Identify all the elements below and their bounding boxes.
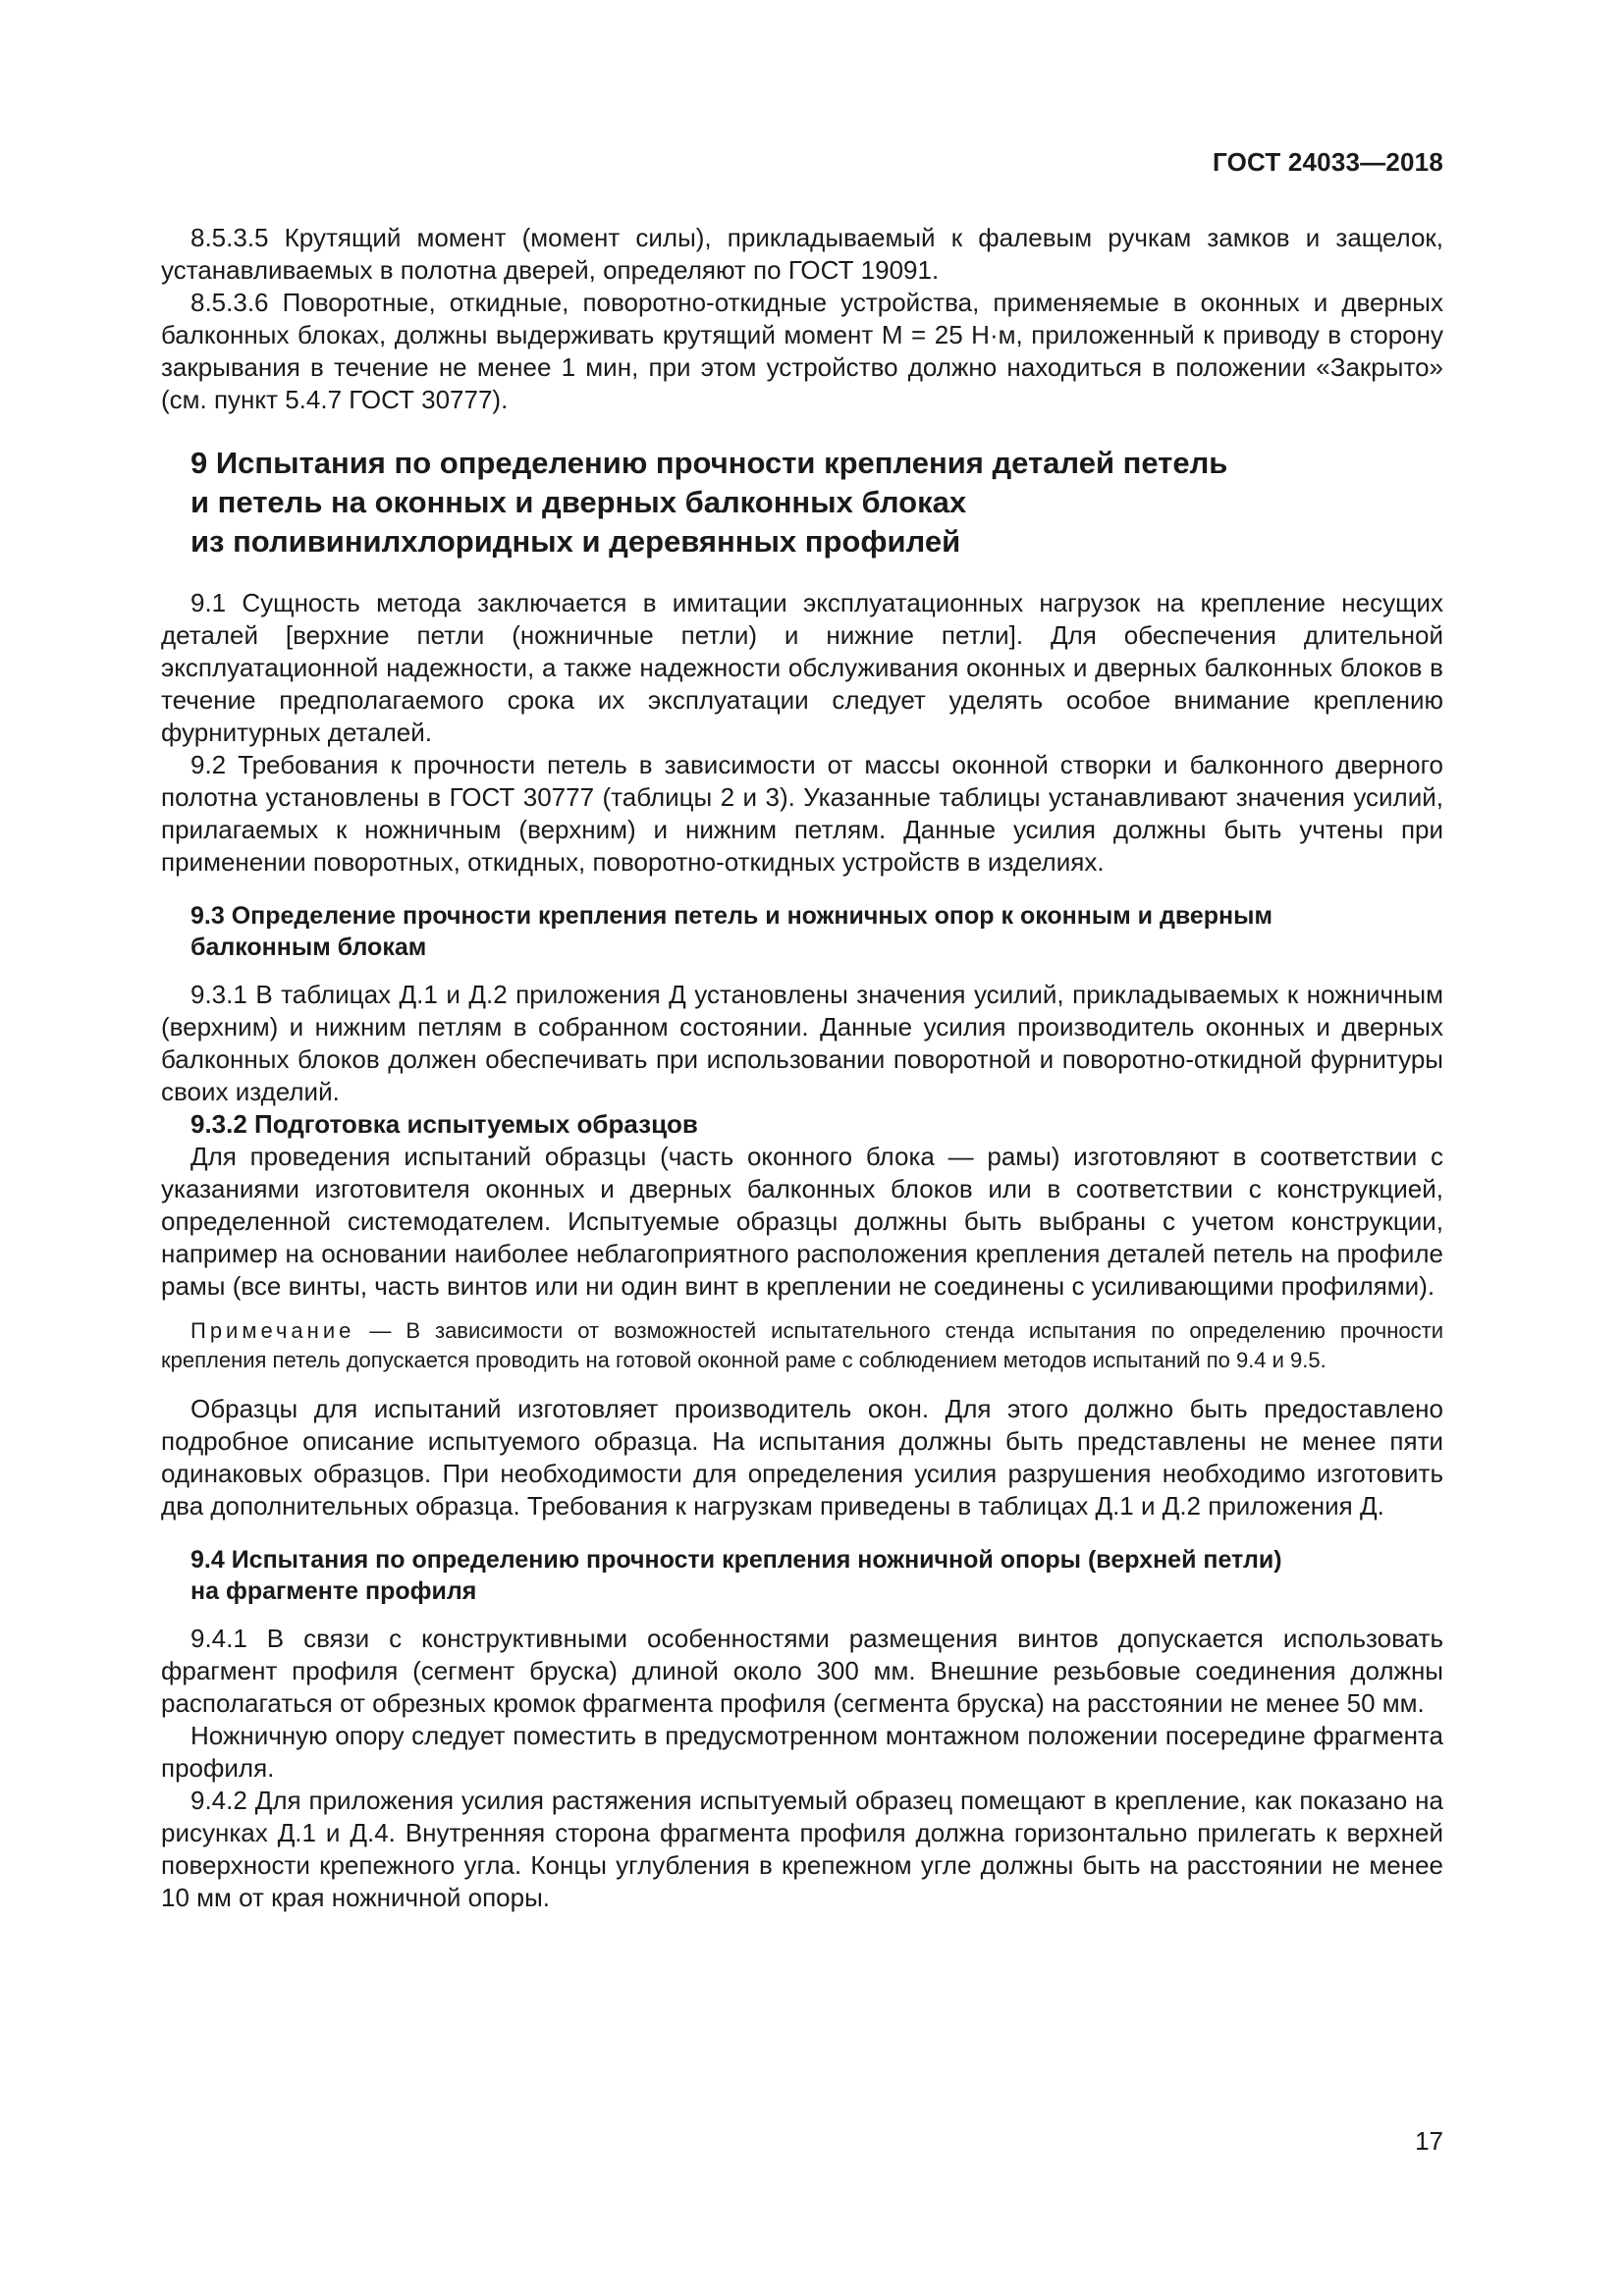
- paragraph-8-5-3-6: 8.5.3.6 Поворотные, откидные, поворотно-откидные устройства, применяемые в оконных и дверных балконных блоках, должны выдерживать крутящий момент М = 25 Н·м, приложенный к приводу в сторону закрывания в течение не менее 1 мин, при этом устройство должно находиться в положении «Закрыто» (см. пункт 5.4.7 ГОСТ 30777).: [161, 288, 1443, 414]
- section-9-4-title-line-1: 9.4 Испытания по определению прочности крепления ножничной опоры (верхней петли): [190, 1546, 1282, 1574]
- section-9-3-title-line-1: 9.3 Определение прочности крепления петель и ножничных опор к оконным и дверным: [190, 902, 1273, 930]
- section-9-title-line-1: 9 Испытания по определению прочности крепления деталей петель: [190, 446, 1228, 480]
- paragraph-9-1: 9.1 Сущность метода заключается в имитации эксплуатационных нагрузок на крепление несущих деталей [верхние петли (ножничные петли) и нижние петли]. Для обеспечения длительной эксплуатационной надежности, а также надежности обслуживания оконных и дверных балконных блоков в течение предполагаемого срока их эксплуатации следует уделять особое внимание креплению фурнитурных деталей.: [161, 588, 1443, 747]
- section-9-title-line-2: и петель на оконных и дверных балконных блоках: [190, 485, 967, 519]
- paragraph-samples: Образцы для испытаний изготовляет производитель окон. Для этого должно быть предоставлено подробное описание испытуемого образца. На испытания должны быть представлены не менее пяти одинаковых образцов. При необходимости для определения усилия разрушения необходимо изготовить два дополнительных образца. Требования к нагрузкам приведены в таблицах Д.1 и Д.2 приложения Д.: [161, 1394, 1443, 1521]
- paragraph-9-3-2: Для проведения испытаний образцы (часть оконного блока — рамы) изготовляют в соответствии с указаниями изготовителя оконных и дверных балконных блоков или в соответствии с конструкцией, определенной системодателем. Испытуемые образцы должны быть выбраны с учетом конструкции, например на основании наиболее неблагоприятного расположения крепления деталей петель на профиле рамы (все винты, часть винтов или ни один винт в креплении не соединены с усиливающими профилями).: [161, 1142, 1443, 1301]
- section-9-3-2-heading: 9.3.2 Подготовка испытуемых образцов: [190, 1109, 698, 1139]
- section-9-title-line-3: из поливинилхлоридных и деревянных профилей: [190, 524, 961, 559]
- document-body: [161, 222, 1443, 1914]
- paragraph-9-4-1: 9.4.1 В связи с конструктивными особенностями размещения винтов допускается использовать фрагмент профиля (сегмент бруска) длиной около 300 мм. Внешние резьбовые соединения должны располагаться от обрезных кромок фрагмента профиля (сегмента бруска) на расстоянии не менее 50 мм.: [161, 1624, 1443, 1718]
- note: [161, 1316, 1443, 1375]
- page-number: 17: [1415, 2126, 1443, 2156]
- section-9-3-heading: [190, 900, 1443, 963]
- paragraph-9-2: 9.2 Требования к прочности петель в зависимости от массы оконной створки и балконного дверного полотна установлены в ГОСТ 30777 (таблицы 2 и 3). Указанные таблицы устанавливают значения усилий, прилагаемых к ножничным (верхним) и нижним петлям. Данные усилия должны быть учтены при применении поворотных, откидных, поворотно-откидных устройств в изделиях.: [161, 750, 1443, 877]
- document-header: ГОСТ 24033—2018: [1213, 147, 1443, 177]
- section-9-3-title-line-2: балконным блокам: [190, 934, 427, 961]
- paragraph-9-3-1: 9.3.1 В таблицах Д.1 и Д.2 приложения Д установлены значения усилий, прикладываемых к ножничным (верхним) и нижним петлям в собранном состоянии. Данные усилия производитель оконных и дверных балконных блоков должен обеспечивать при использовании поворотной и поворотно-откидной фурнитуры своих изделий.: [161, 980, 1443, 1106]
- paragraph-9-4-2: 9.4.2 Для приложения усилия растяжения испытуемый образец помещают в крепление, как показано на рисунках Д.1 и Д.4. Внутренняя сторона фрагмента профиля должна горизонтально прилегать к верхней поверхности крепежного угла. Концы углубления в крепежном угле должны быть на расстоянии не менее 10 мм от края ножничной опоры.: [161, 1786, 1443, 1912]
- note-text: — В зависимости от возможностей испытательного стенда испытания по определению прочности крепления петель допускается проводить на готовой оконной раме с соблюдением методов испытаний по 9.4 и 9.5.: [161, 1318, 1443, 1372]
- section-9-4-title-line-2: на фрагменте профиля: [190, 1577, 477, 1605]
- paragraph-8-5-3-5: 8.5.3.5 Крутящий момент (момент силы), прикладываемый к фалевым ручкам замков и защелок, устанавливаемых в полотна дверей, определяют по ГОСТ 19091.: [161, 223, 1443, 285]
- section-9-4-heading: [190, 1544, 1443, 1607]
- note-label: Примечание: [190, 1318, 355, 1343]
- section-9-heading: [190, 444, 1443, 561]
- paragraph-9-4-1-b: Ножничную опору следует поместить в предусмотренном монтажном положении посередине фрагмента профиля.: [161, 1721, 1443, 1783]
